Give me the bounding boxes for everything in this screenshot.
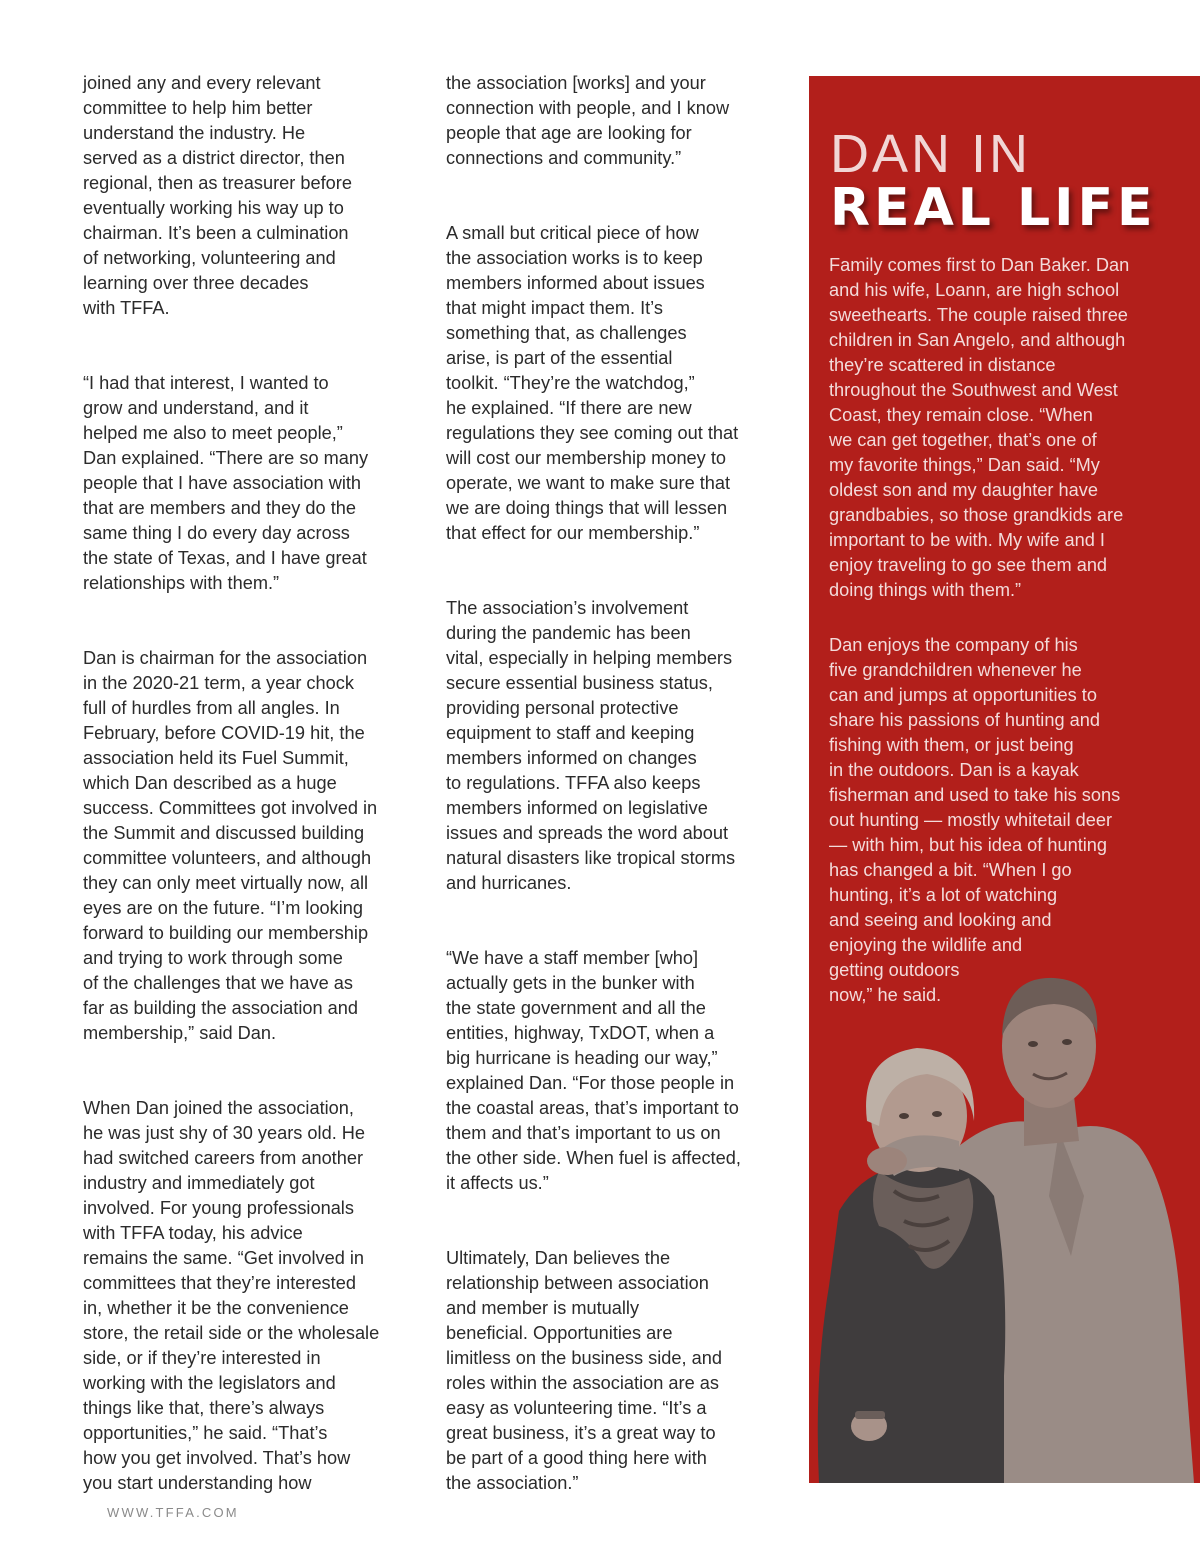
article-paragraph: joined any and every relevant committee to help him better understand the industry. He served as a district director, then regional, then as treasurer before eventually working his way up to chairman. It’s been a culmination of networking, volunteering and learning over three decades with TFFA.: [83, 73, 352, 318]
article-paragraph: Ultimately, Dan believes the relationship between association and member is mutually beneficial. Opportunities are limitless on the business side, and roles within the association are as easy as volunteering time. “It’s a great business, it’s a great way to be part of a good thing here with the association.”: [446, 1248, 722, 1493]
sidebar-title-light: DAN IN: [830, 124, 1032, 184]
article-paragraph: “We have a staff member [who] actually gets in the bunker with the state government and all the entities, highway, TxDOT, when a big hurricane is heading our way,” explained Dan. “For those people in the coastal areas, that’s important to them and that’s important to us on the other side. When fuel is affected, it affects us.”: [446, 948, 741, 1193]
sidebar-paragraph: Family comes first to Dan Baker. Dan and his wife, Loann, are high school sweethearts. The couple raised three children in San Angelo, and although they’re scattered in distance throughout the Southwest and West Coast, they remain close. “When we can get together, that’s one of my favorite things,” Dan said. “My oldest son and my daughter have grandbabies, so those grandkids are important to be with. My wife and I enjoy traveling to go see them and doing things with them.”: [829, 255, 1130, 600]
sidebar-body: [829, 253, 1164, 1038]
article-paragraph: “I had that interest, I wanted to grow and understand, and it helped me also to meet people,” Dan explained. “There are so many people that I have association with that are members and they do the same thing I do every day across the state of Texas, and I have great relationships with them.”: [83, 373, 369, 593]
couple-photo: [809, 956, 1200, 1483]
article-paragraph: the association [works] and your connection with people, and I know people that age are looking for connections and community.”: [446, 73, 730, 168]
article-paragraph: The association’s involvement during the pandemic has been vital, especially in helping members secure essential business status, providing personal protective equipment to staff and keeping members informed on changes to regulations. TFFA also keeps members informed on legislative issues and spreads the word about natural disasters like tropical storms and hurricanes.: [446, 598, 736, 893]
sidebar-paragraph: Dan enjoys the company of his five grandchildren whenever he can and jumps at opportunities to share his passions of hunting and fishing with them, or just being in the outdoors. Dan is a kayak fisherman and used to take his sons out hunting — mostly whitetail deer — with him, but his idea of hunting has changed a bit. “When I go hunting, it’s a lot of watching and seeing and looking and enjoying the wildlife and getting outdoors now,” he said.: [829, 635, 1121, 1005]
article-paragraph: A small but critical piece of how the association works is to keep members informed about issues that might impact them. It’s something that, as challenges arise, is part of the essential toolkit. “They’re the watchdog,” he explained. “If there are new regulations they see coming out that will cost our membership money to operate, we want to make sure that we are doing things that will lessen that effect for our membership.”: [446, 223, 739, 543]
article-paragraph: When Dan joined the association, he was just shy of 30 years old. He had switched careers from another industry and immediately got involved. For young professionals with TFFA today, his advice remains the same. “Get involved in committees that they’re interested in, whether it be the convenience store, the retail side or the wholesale side, or if they’re interested in working with the legislators and things like that, there’s always opportunities,” he said. “That’s how you get involved. That’s how you start understanding how: [83, 1098, 380, 1493]
footer-url: WWW.TFFA.COM: [107, 1505, 239, 1520]
man-hand: [867, 1147, 907, 1175]
article-column-1: [83, 71, 413, 1496]
sidebar-panel: [809, 76, 1200, 1483]
article-paragraph: Dan is chairman for the association in the 2020-21 term, a year chock full of hurdles from all angles. In February, before COVID-19 hit, the association held its Fuel Summit, which Dan described as a huge success. Committees got involved in the Summit and discussed building committee volunteers, and although they can only meet virtually now, all eyes are on the future. “I’m looking forward to building our membership and trying to work through some of the challenges that we have as far as building the association and membership,” said Dan.: [83, 648, 378, 1043]
sidebar-title-bold: REAL LIFE: [830, 178, 1157, 238]
article-column-2: [446, 71, 781, 1496]
